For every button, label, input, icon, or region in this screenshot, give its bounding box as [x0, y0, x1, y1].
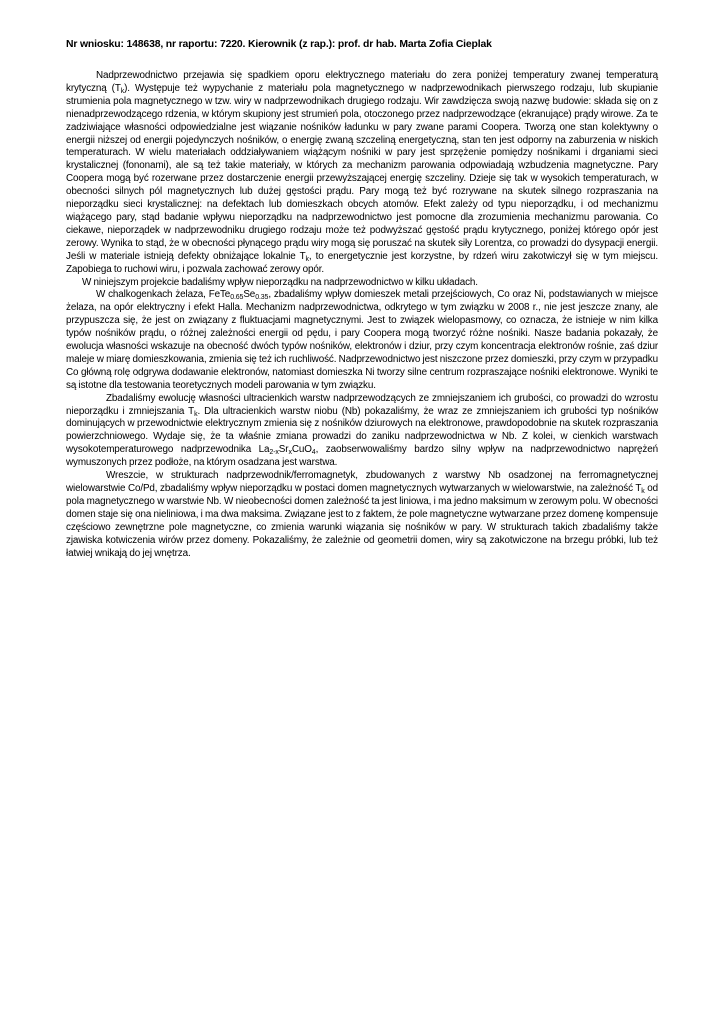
text-run: , zbadaliśmy wpływ domieszek metali przejściowych, Co oraz Ni, podstawianych w miejsce żelaza, na opór elektryczny i efekt Halla. Mechanizm nadprzewodnictwa, odkrytego w tym związku w 2008 r., nie jest jeszcze znany, ale przypuszcza się, że jest on związany z fluktuacjami magnetycznymi. Jest to związek wielopasmowy, co oznacza, że istnieje w nim kilka typów nośników prądu, o różnej zależności energii od pędu, i pary Coopera mogą tworzyć różne nośniki. Nasze badania pokazały, że ewolucja własności wskazuje na obecność dwóch typów nośników, elektronów i dziur, przy czym koncentracja elektronów rośnie, zaś dziur maleje w miarę domieszkowania, zmienia się też ich ruchliwość. Nadprzewodnictwo jest niszczone przez domieszki, przy czym w przypadku Co główną rolę odgrywa dodawanie elektronów, natomiast domieszka Ni tworzy silne centrum rozpraszające nośniki elektronowe. Wyniki te są istotne dla testowania teoretycznych modeli parowania w tym związku. — [66, 289, 658, 391]
text-run: Sr — [278, 444, 289, 456]
text-run: , to energetycznie jest korzystne, by rdzeń wiru zakotwiczył się w tym miejscu. Zapobiega to ruchowi wiru, i pozwala zachować zerowy opór. — [66, 250, 658, 275]
subscript: k — [120, 87, 125, 95]
document-body — [66, 70, 658, 560]
subscript: x — [288, 449, 292, 457]
text-run: , zaobserwowaliśmy bardzo silny wpływ na nadprzewodnictwo naprężeń wymuszonych przez podłoże, na którym osadzana jest warstwa. — [66, 444, 658, 469]
subscript: k — [305, 255, 309, 263]
text-run: Se — [243, 289, 256, 301]
text-run: od pola magnetycznego w warstwie Nb. W nieobecności domen zależność ta jest liniowa, i ma jedno maksimum w zerowym polu. W obecności domen staje się ona nieliniowa, i ma dwa maksima. Związane jest to z faktem, że pole magnetyczne wytwarzane przez domenę kompensuje częściowo zewnętrzne pole magnetyczne, co zmienia warunki wiązania się nośników w pary. W strukturach takich zbadaliśmy także zjawiska kotwiczenia wirów przez domeny. Pokazaliśmy, że zależnie od geometrii domen, wiry są zakotwiczone na brzegu próbki, lub też łatwiej wnikają do jej wnętrza. — [66, 483, 658, 559]
paragraph-ultrathin-films — [66, 393, 658, 470]
text-run: W chalkogenkach żelaza, FeTe — [96, 289, 231, 301]
subscript: k — [641, 488, 645, 495]
paragraph-intro — [66, 70, 658, 277]
text-run: W niniejszym projekcie badaliśmy wpływ nieporządku na nadprzewodnictwo w kilku układach. — [82, 276, 478, 288]
text-run: . Dla ultracienkich warstw niobu (Nb) pokazaliśmy, że wraz ze zmniejszaniem ich grubości typ nośników dominujących w przewodnictwie elektrycznym zmienia się z nośników dziurowych na elektronowe, prawdopodobnie na skutek rozpraszania powierzchniowego. Wydaje się, że ta właśnie zmiana prowadzi do zaniku nadprzewodnictwa w Nb. Z kolei, w cienkich warstwach wysokotemperaturowego nadprzewodnika La — [66, 405, 658, 456]
subscript: k — [194, 410, 198, 418]
subscript: 0.65 — [230, 294, 244, 302]
text-run: Wreszcie, w strukturach nadprzewodnik/ferromagnetyk, zbudowanych z warstwy Nb osadzonej na ferromagnetycznej wielowarstwie Co/Pd, zbadaliśmy wpływ nieporządku w postaci domen magnetycznych wytwarzanych w wielowarstwie, na zależność T — [66, 470, 658, 494]
text-run: Nadprzewodnictwo przejawia się spadkiem oporu elektrycznego materiału do zera poniżej temperatury zwanej temperaturą krytyczną (T — [66, 70, 658, 94]
subscript: 0.35 — [255, 294, 269, 302]
text-run: CuO — [291, 444, 312, 456]
text-run: Zbadaliśmy ewolucję własności ultracienkich warstw nadprzewodzących ze zmniejszaniem ich grubości, co prowadzi do wzrostu nieporządku i zmniejszania T — [66, 392, 658, 417]
paragraph-project-scope — [66, 277, 658, 290]
paragraph-sf-structures — [66, 470, 658, 560]
document-header: Nr wniosku: 148638, nr raportu: 7220. Kierownik (z rap.): prof. dr hab. Marta Zofia Cieplak — [66, 39, 492, 50]
text-run: ). Występuje też wypychanie z materiału pola magnetycznego w nadprzewodnikach pierwszego rodzaju, lub skupianie strumienia pola magnetycznego w tzw. wiry w nadprzewodnikach drugiego rodzaju. Wir zawdzięcza swoją nazwę budowie: składa się on z nienadprzewodzącego rdzenia, w którym skupiony jest strumień pola, otoczonego przez nadprzewodzące (ekranujące) prądy wirowe. Za te zadziwiające własności odpowiedzialne jest wiązanie nośników ładunku w pary zwane parami Coopera. Tworzą one stan kolektywny o energii niższej od energii pojedynczych nośników, o energię zwaną szczeliną energetyczną, stan ten jest odporny na zaburzenia w niskich temperaturach. W wielu materiałach oddziaływaniem wiążącym nośniki w pary jest sprzężenie pomiędzy nośnikami i drganiami sieci krystalicznej (fononami), ale są też takie materiały, w których za mechanizm parowania odpowiadają wzbudzenia magnetyczne. Pary Coopera mogą być rozerwane przez dostarczenie energii przewyższającej energię szczeliny. Dzieje się tak w wysokich temperaturach, w obecności silnych pól magnetycznych lub dużej gęstości prądu. Pary mogą też być rozrywane na skutek silnego rozpraszania na nieporządku sieci krystalicznej: na defektach lub domieszkach obcych atomów. Efekt zależy od typu nieporządku, i od mechanizmu wiążącego pary, stąd badanie wpływu nieporządku na nadprzewodnictwo jest pomocne dla zrozumienia mechanizmu parowania. Co ciekawe, nieporządek w nadprzewodniku drugiego rodzaju może też podwyższać gęstość prądu krytycznego, poniżej którego opór jest zerowy. Wynika to stąd, że w obecności płynącego prądu wiry mogą się poruszać na skutek siły Lorentza, co prowadzi do dysypacji energii. Jeśli w materiale istnieją defekty obniżające lokalnie T — [66, 82, 659, 262]
paragraph-iron-chalcogenides — [66, 289, 658, 392]
subscript: 2-x — [269, 449, 279, 457]
subscript: 4 — [311, 449, 316, 457]
